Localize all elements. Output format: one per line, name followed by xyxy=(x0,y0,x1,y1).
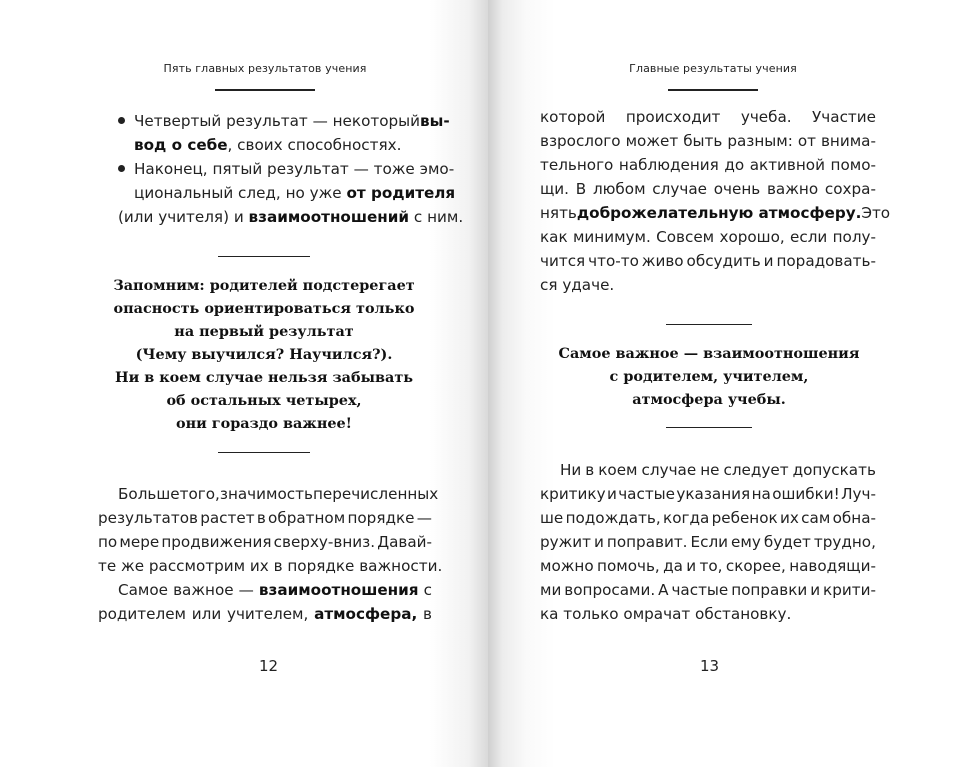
word: и xyxy=(606,485,617,503)
text-line xyxy=(134,181,456,205)
bullet-item-4 xyxy=(118,109,450,157)
text-line xyxy=(540,506,876,530)
word: щи. xyxy=(540,180,570,198)
text-line xyxy=(134,133,438,157)
quote-line: опасность ориентироваться только xyxy=(113,300,415,317)
text-line xyxy=(134,109,450,133)
right-paragraph-1 xyxy=(540,105,891,297)
word: трудно, xyxy=(813,533,876,551)
word: сам xyxy=(801,509,831,527)
word: допускать xyxy=(792,461,876,479)
text-line xyxy=(98,506,432,530)
text-line xyxy=(118,205,464,229)
word: от xyxy=(797,132,816,150)
word: в xyxy=(256,509,266,527)
text-line xyxy=(540,225,876,249)
bold-run: вы- xyxy=(420,112,450,130)
bold-run: взаимоотношений xyxy=(248,208,410,226)
text-line xyxy=(540,153,876,177)
word: если xyxy=(790,228,828,246)
text-run: (или учителя) и xyxy=(118,208,249,226)
text-run: , своих способностях. xyxy=(227,136,402,154)
word: А xyxy=(658,581,669,599)
word: хорошо, xyxy=(719,228,785,246)
text-line xyxy=(540,249,876,273)
quote-rule-bottom xyxy=(666,427,752,428)
word: Луч- xyxy=(841,485,876,503)
word: и xyxy=(686,557,697,575)
word: мере xyxy=(119,533,160,551)
word: помо- xyxy=(830,156,876,174)
word: да xyxy=(663,557,683,575)
left-head-rule xyxy=(215,89,315,91)
word: обна- xyxy=(832,509,876,527)
word: в xyxy=(585,461,595,479)
word: растет xyxy=(200,509,255,527)
left-paragraph xyxy=(98,482,443,626)
text-line xyxy=(540,482,876,506)
pull-quote xyxy=(540,342,878,411)
text-line xyxy=(98,578,432,602)
text-line xyxy=(540,530,876,554)
word: может xyxy=(625,132,679,150)
text-line: Наконец, пятый результат — тоже эмо- xyxy=(134,160,455,178)
right-running-head: Главные результаты учения xyxy=(629,62,797,75)
word: когда xyxy=(663,509,710,527)
word: В xyxy=(575,180,587,198)
word: по xyxy=(98,533,118,551)
text-line xyxy=(98,602,432,626)
word: активной xyxy=(749,156,825,174)
word: обсудить xyxy=(686,252,761,270)
word: продвижения xyxy=(161,533,272,551)
pull-quote xyxy=(98,274,430,435)
word: Самое xyxy=(118,581,169,599)
word: ми xyxy=(540,581,562,599)
text-line: те же рассмотрим их в порядке важности. xyxy=(98,557,443,575)
right-page xyxy=(488,0,970,767)
word: порядке xyxy=(347,509,415,527)
bold-run: от родителя xyxy=(346,184,456,202)
word: учеба. xyxy=(740,108,792,126)
word: на xyxy=(751,485,771,503)
word: обратном xyxy=(268,509,346,527)
word: критику xyxy=(540,485,606,503)
left-page-number: 12 xyxy=(259,657,279,675)
word: Давай- xyxy=(377,533,432,551)
word: ему xyxy=(731,533,761,551)
word: того, xyxy=(179,485,220,503)
right-page-number: 13 xyxy=(700,657,720,675)
word: Совсем xyxy=(656,228,715,246)
word: сохра- xyxy=(824,180,876,198)
word: в xyxy=(423,605,432,623)
word: наблюдения xyxy=(618,156,719,174)
word: не xyxy=(700,461,720,479)
text-run: циональный след, но уже xyxy=(134,184,347,202)
quote-line: Самое важное — взаимоотношения xyxy=(558,345,860,362)
word: значимость xyxy=(219,485,313,503)
word: Ни xyxy=(560,461,582,479)
word: очень xyxy=(713,180,761,198)
bullet-item-5 xyxy=(118,157,464,229)
word: и xyxy=(810,581,821,599)
word: их xyxy=(780,509,799,527)
word: родителем xyxy=(98,605,187,623)
text-line xyxy=(540,458,876,482)
word: минимум. xyxy=(572,228,651,246)
word: или xyxy=(191,605,222,623)
word: полу- xyxy=(832,228,876,246)
word: важное xyxy=(173,581,234,599)
word: ше xyxy=(540,509,564,527)
quote-line: об остальных четырех, xyxy=(166,392,362,409)
word: поправит. xyxy=(606,533,688,551)
word: частые xyxy=(618,485,676,503)
word: — xyxy=(238,581,254,599)
text-run: Четвертый результат — некоторый xyxy=(134,112,421,130)
word: скорее, xyxy=(725,557,786,575)
quote-rule-top xyxy=(218,256,310,257)
word: с xyxy=(423,581,432,599)
word: то, xyxy=(699,557,723,575)
text-line xyxy=(98,482,439,506)
word: как xyxy=(540,228,568,246)
quote-line: они гораздо важнее! xyxy=(175,415,353,432)
word: — xyxy=(416,509,432,527)
word: внима- xyxy=(820,132,876,150)
bold-run: вод о себе xyxy=(134,136,228,154)
right-paragraph-2 xyxy=(540,458,876,626)
word: помочь, xyxy=(597,557,660,575)
word: следует xyxy=(723,461,789,479)
word: Если xyxy=(690,533,729,551)
word: сверху-вниз. xyxy=(273,533,376,551)
text-line: ка только омрачат обстановку. xyxy=(540,605,792,623)
word: будет xyxy=(763,533,811,551)
word: ружит xyxy=(540,533,592,551)
text-line: ся удаче. xyxy=(540,276,615,294)
word: живо xyxy=(641,252,684,270)
text-line xyxy=(540,578,876,602)
word: Участие xyxy=(812,108,876,126)
quote-rule-bottom xyxy=(218,452,310,453)
word: ошибки! xyxy=(772,485,840,503)
word: вопросами. xyxy=(564,581,656,599)
quote-rule-top xyxy=(666,324,752,325)
text-run: с ним. xyxy=(409,208,464,226)
word: чится xyxy=(540,252,586,270)
left-running-head: Пять главных результатов учения xyxy=(163,62,367,75)
word: быть xyxy=(683,132,723,150)
text-line xyxy=(540,105,876,129)
word: коем xyxy=(598,461,638,479)
word: подождать, xyxy=(565,509,661,527)
word: которой xyxy=(540,108,606,126)
text-line xyxy=(540,201,891,225)
bold-word: доброжелательную атмосферу. xyxy=(576,204,862,222)
word: Это xyxy=(861,204,891,222)
word: тельного xyxy=(540,156,614,174)
word: разным: xyxy=(727,132,793,150)
bullet-list xyxy=(118,109,464,229)
text-line xyxy=(98,530,432,554)
word: что-то xyxy=(588,252,639,270)
text-line xyxy=(540,554,876,578)
quote-line: Запомним: родителей подстерегает xyxy=(113,277,415,294)
word: учителем, xyxy=(226,605,309,623)
word: можно xyxy=(540,557,594,575)
bullet-dot xyxy=(118,117,125,124)
word: до xyxy=(724,156,745,174)
word: случае xyxy=(652,180,707,198)
word: нять xyxy=(540,204,577,222)
quote-line: атмосфера учебы. xyxy=(632,391,786,408)
word: поправки xyxy=(731,581,808,599)
word: взрослого xyxy=(540,132,621,150)
quote-line: Ни в коем случае нельзя забывать xyxy=(114,369,414,386)
word: наводящи- xyxy=(789,557,876,575)
word: Больше xyxy=(118,485,180,503)
word: происходит xyxy=(625,108,721,126)
bold-word: взаимоотношения xyxy=(258,581,419,599)
bullet-dot xyxy=(118,165,125,172)
word: перечисленных xyxy=(312,485,439,503)
word: любом xyxy=(592,180,646,198)
right-head-rule xyxy=(668,89,758,91)
word: порадовать- xyxy=(776,252,876,270)
word: важно xyxy=(766,180,819,198)
word: частые xyxy=(671,581,729,599)
quote-line: (Чему выучился? Научился?). xyxy=(135,346,393,363)
bold-word: атмосфера, xyxy=(314,605,418,623)
text-line xyxy=(540,177,876,201)
word: крити- xyxy=(823,581,876,599)
quote-line: на первый результат xyxy=(174,323,354,340)
quote-line: с родителем, учителем, xyxy=(609,368,809,385)
word: ребенок xyxy=(711,509,778,527)
word: и xyxy=(594,533,604,551)
word: и xyxy=(763,252,774,270)
text-line xyxy=(540,129,876,153)
word: случае xyxy=(641,461,697,479)
word: результатов xyxy=(98,509,198,527)
word: указания xyxy=(676,485,751,503)
